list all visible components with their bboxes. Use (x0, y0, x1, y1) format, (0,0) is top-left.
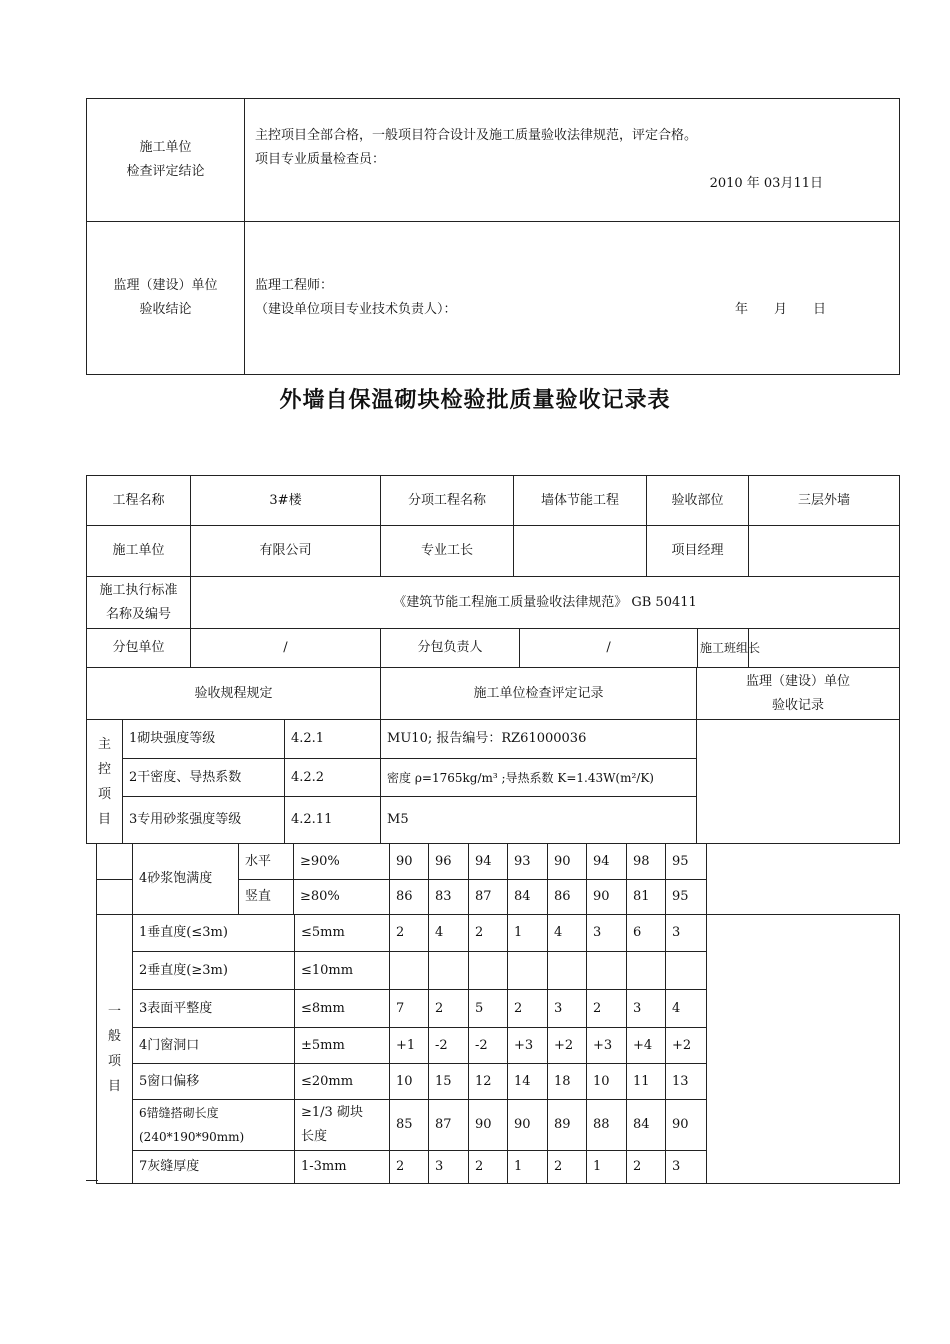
construction-unit-label: 施工单位 (87, 526, 191, 577)
acceptance-part-label: 验收部位 (647, 476, 749, 526)
requirement (295, 1100, 390, 1151)
supervision-conclusion-content (245, 222, 900, 375)
value-cell: 5 (469, 990, 508, 1028)
item-name: 1砌块强度等级 (123, 720, 285, 759)
page-title: 外墙自保温砌块检验批质量验收记录表 (279, 388, 671, 413)
value-cell (429, 952, 469, 990)
item-record: MU10; 报告编号：RZ61000036 (381, 720, 697, 759)
item-name: 3表面平整度 (133, 990, 295, 1028)
value-cell: 2 (627, 1151, 666, 1184)
label-line: 监理（建设）单位 (113, 278, 218, 293)
value-cell: 12 (469, 1064, 508, 1100)
label-char: 主 (97, 736, 111, 752)
sub-project-label: 分项工程名称 (381, 476, 514, 526)
foreman-label: 专业工长 (381, 526, 514, 577)
value-cell: 4 (429, 915, 469, 952)
value-cell: 81 (627, 880, 666, 915)
supervision-record-cell (707, 915, 900, 1184)
general-items-label (97, 915, 133, 1184)
label-line: 检查评定结论 (126, 164, 205, 179)
value-cell: 3 (587, 915, 627, 952)
label-line: ≥1/3 砌块 (301, 1105, 363, 1120)
value-cell: 87 (469, 880, 508, 915)
label-char: 目 (107, 1079, 121, 1094)
item-name: 7灰缝厚度 (133, 1151, 295, 1184)
label-line: 验收记录 (772, 697, 825, 713)
value-cell: 1 (508, 1151, 548, 1184)
value-cell: 93 (508, 844, 548, 880)
subcontract-lead-label: 分包负责人 (381, 629, 520, 668)
general-items-table (96, 914, 900, 1184)
label-char: 目 (97, 811, 111, 827)
supervision-record-cell (697, 720, 900, 844)
value-cell: 2 (508, 990, 548, 1028)
value-cell: +3 (508, 1028, 548, 1064)
value-cell: 4 (666, 990, 707, 1028)
value-cell: 94 (587, 844, 627, 880)
value-cell: +2 (548, 1028, 587, 1064)
team-lead-value (749, 629, 900, 668)
label-line: 长度 (301, 1129, 328, 1144)
label-char: 一 (107, 1004, 121, 1019)
divider (86, 1180, 98, 1181)
item-name: 1垂直度(≤3m) (133, 915, 295, 952)
sub-project-value: 墙体节能工程 (514, 476, 647, 526)
value-cell: 2 (429, 990, 469, 1028)
label-line: (240*190*90mm) (139, 1130, 245, 1144)
value-cell: 90 (587, 880, 627, 915)
foreman-value (514, 526, 647, 577)
value-cell (666, 952, 707, 990)
value-cell: 7 (390, 990, 429, 1028)
mortar-fullness-table (96, 843, 707, 915)
value-cell: +1 (390, 1028, 429, 1064)
value-cell: 3 (666, 915, 707, 952)
value-cell: 90 (508, 1100, 548, 1151)
owner-tech-lead-label: （建设单位项目专业技术负责人）： (255, 302, 457, 317)
conclusion-table (86, 98, 900, 375)
value-cell: 90 (390, 844, 429, 880)
col-rules-header: 验收规程规定 (87, 668, 381, 720)
item-name (133, 1100, 295, 1151)
item-name: 3专用砂浆强度等级 (123, 797, 285, 844)
value-cell: 3 (429, 1151, 469, 1184)
conclusion-text: 主控项目全部合格，一般项目符合设计及施工质量验收法律规范，评定合格。 (255, 128, 698, 143)
requirement: ≤20mm (295, 1064, 390, 1100)
supervision-conclusion-label (87, 222, 245, 375)
conclusion-date: 2010 年 03月11日 (709, 176, 823, 191)
value-cell (390, 952, 429, 990)
value-cell: 88 (587, 1100, 627, 1151)
value-cell: 18 (548, 1064, 587, 1100)
col-check-header: 施工单位检查评定记录 (381, 668, 697, 720)
project-manager-label: 项目经理 (647, 526, 749, 577)
standard-value: 《建筑节能工程施工质量验收法律规范》 GB 50411 (191, 577, 900, 629)
value-cell: 90 (548, 844, 587, 880)
label-char: 项 (97, 786, 111, 802)
inspector-label: 项目专业质量检查员： (255, 152, 386, 167)
value-cell: 15 (429, 1064, 469, 1100)
requirement: ≥80% (294, 880, 390, 915)
label-line: 验收结论 (139, 302, 192, 317)
value-cell: 87 (429, 1100, 469, 1151)
value-cell: 4 (548, 915, 587, 952)
value-cell: 98 (627, 844, 666, 880)
label-line: 名称及编号 (105, 606, 171, 622)
value-cell (469, 952, 508, 990)
label-char: 般 (107, 1029, 121, 1044)
label-char: 项 (107, 1054, 121, 1069)
project-name-label: 工程名称 (87, 476, 191, 526)
subcontract-label: 分包单位 (87, 629, 191, 668)
value-cell: 2 (390, 1151, 429, 1184)
item-clause: 4.2.2 (285, 759, 381, 797)
team-lead-label: 施工班组长 (698, 629, 749, 668)
value-cell: 85 (390, 1100, 429, 1151)
value-cell: 1 (587, 1151, 627, 1184)
value-cell: 86 (390, 880, 429, 915)
construction-conclusion-label (87, 99, 245, 222)
main-control-label (87, 720, 123, 844)
value-cell: 13 (666, 1064, 707, 1100)
value-cell: 89 (548, 1100, 587, 1151)
value-cell: 6 (627, 915, 666, 952)
value-cell: 14 (508, 1064, 548, 1100)
item-clause: 4.2.11 (285, 797, 381, 844)
value-cell: 1 (508, 915, 548, 952)
requirement: ≤10mm (295, 952, 390, 990)
label-char: 控 (97, 761, 111, 777)
label-line: 施工执行标准 (99, 582, 178, 598)
project-manager-value (749, 526, 900, 577)
item-name: 4砂浆饱满度 (133, 844, 239, 915)
value-cell: 94 (469, 844, 508, 880)
item-name: 2干密度、导热系数 (123, 759, 285, 797)
value-cell: 95 (666, 844, 707, 880)
supervisor-label: 监理工程师： (255, 278, 334, 293)
direction-label: 水平 (239, 844, 294, 880)
main-control-table (86, 667, 900, 844)
value-cell: 10 (587, 1064, 627, 1100)
value-cell (548, 952, 587, 990)
value-cell: 3 (627, 990, 666, 1028)
project-name-value: 3#楼 (191, 476, 381, 526)
value-cell: 2 (548, 1151, 587, 1184)
label-line: 监理（建设）单位 (746, 673, 851, 689)
value-cell (587, 952, 627, 990)
item-clause: 4.2.1 (285, 720, 381, 759)
item-record: 密度 ρ=1765kg/m³ ;导热系数 K=1.43W(m²/K) (381, 759, 697, 797)
construction-conclusion-content (245, 99, 900, 222)
item-name: 5窗口偏移 (133, 1064, 295, 1100)
value-cell (627, 952, 666, 990)
value-cell (508, 952, 548, 990)
value-cell: 90 (666, 1100, 707, 1151)
direction-label: 竖直 (239, 880, 294, 915)
value-cell: 2 (587, 990, 627, 1028)
value-cell: +2 (666, 1028, 707, 1064)
value-cell: 11 (627, 1064, 666, 1100)
item-record: M5 (381, 797, 697, 844)
value-cell: 90 (469, 1100, 508, 1151)
value-cell: 95 (666, 880, 707, 915)
standard-label (87, 577, 191, 629)
value-cell: 3 (666, 1151, 707, 1184)
requirement: ≤8mm (295, 990, 390, 1028)
requirement: 1-3mm (295, 1151, 390, 1184)
value-cell: -2 (469, 1028, 508, 1064)
label-line: 施工单位 (139, 140, 192, 155)
item-name: 4门窗洞口 (133, 1028, 295, 1064)
value-cell: 10 (390, 1064, 429, 1100)
value-cell: +4 (627, 1028, 666, 1064)
value-cell: 84 (508, 880, 548, 915)
blank-cell (97, 844, 133, 880)
subcontract-lead-value: / (520, 629, 698, 668)
acceptance-part-value: 三层外墙 (749, 476, 900, 526)
requirement: ±5mm (295, 1028, 390, 1064)
item-name: 2垂直度(≥3m) (133, 952, 295, 990)
value-cell: 2 (469, 915, 508, 952)
col-supervision-header (697, 668, 900, 720)
value-cell: 86 (548, 880, 587, 915)
value-cell: 2 (469, 1151, 508, 1184)
value-cell: 2 (390, 915, 429, 952)
blank-cell (97, 880, 133, 915)
value-cell: 84 (627, 1100, 666, 1151)
label-line: 6错缝搭砌长度 (139, 1106, 219, 1120)
value-cell: 83 (429, 880, 469, 915)
value-cell: 96 (429, 844, 469, 880)
value-cell: -2 (429, 1028, 469, 1064)
requirement: ≤5mm (295, 915, 390, 952)
value-cell: 3 (548, 990, 587, 1028)
construction-unit-value: 有限公司 (191, 526, 381, 577)
supervision-date: 年 月 日 (735, 302, 827, 317)
requirement: ≥90% (294, 844, 390, 880)
subcontract-value: / (191, 629, 381, 668)
value-cell: +3 (587, 1028, 627, 1064)
record-header-table (86, 475, 900, 668)
